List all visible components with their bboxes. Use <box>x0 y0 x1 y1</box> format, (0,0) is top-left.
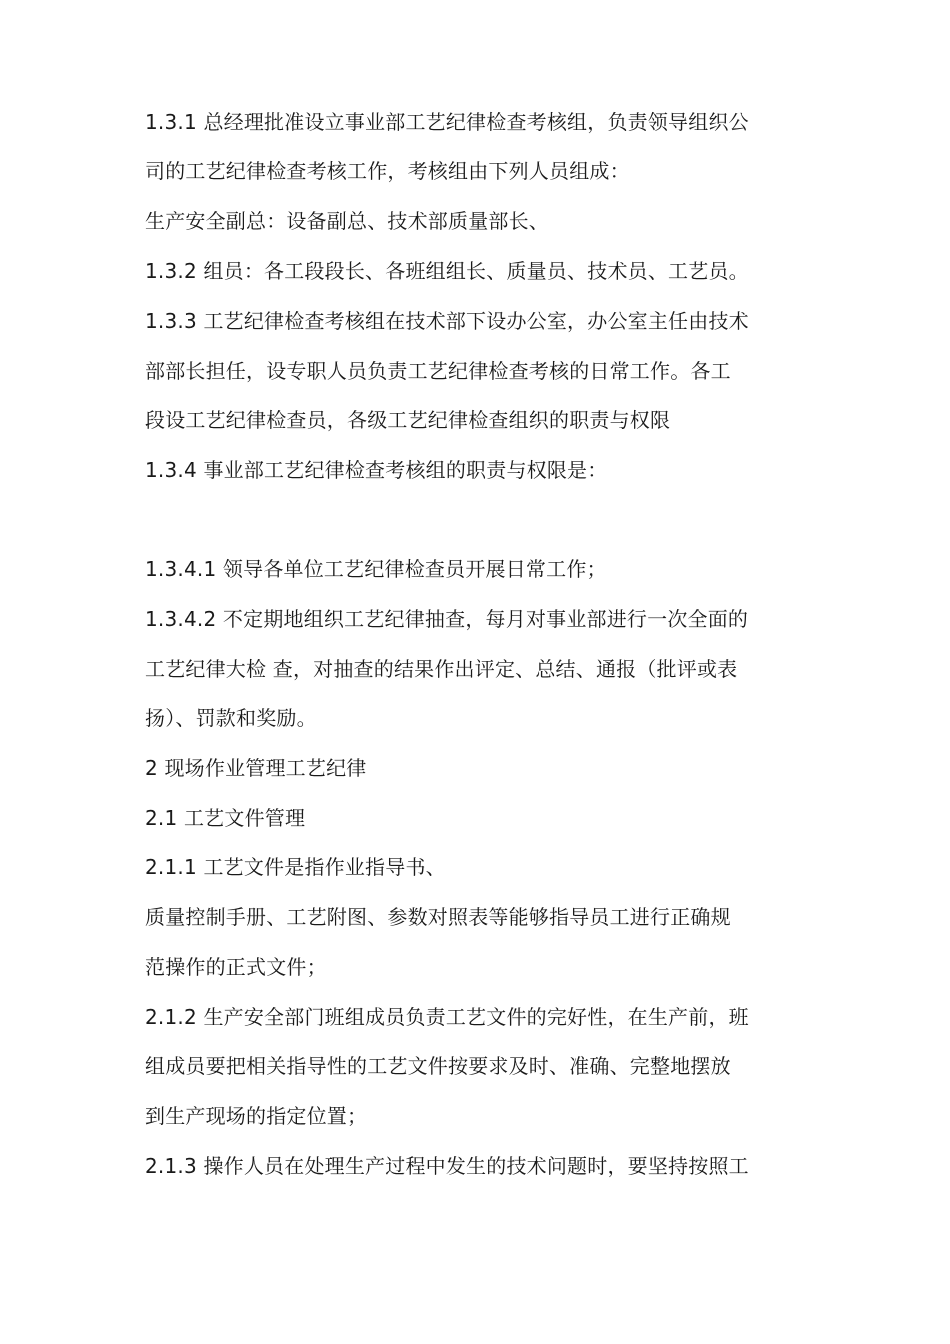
paragraph-line: 段设工艺纪律检查员，各级工艺纪律检查组织的职责与权限 <box>145 408 671 432</box>
paragraph-line: 部部长担任，设专职人员负责工艺纪律检查考核的日常工作。各工 <box>145 359 731 383</box>
paragraph-line: 2.1.2 生产安全部门班组成员负责工艺文件的完好性，在生产前，班 <box>145 1005 749 1029</box>
paragraph-line: 范操作的正式文件； <box>145 955 327 979</box>
section-heading: 2 现场作业管理工艺纪律 <box>145 756 367 780</box>
paragraph-line: 到生产现场的指定位置； <box>145 1104 368 1128</box>
paragraph-line: 司的工艺纪律检查考核工作，考核组由下列人员组成： <box>145 159 630 183</box>
subsection-heading: 2.1 工艺文件管理 <box>145 806 306 830</box>
paragraph-line: 1.3.4.2 不定期地组织工艺纪律抽查，每月对事业部进行一次全面的 <box>145 607 749 631</box>
paragraph-line: 1.3.3 工艺纪律检查考核组在技术部下设办公室，办公室主任由技术 <box>145 309 749 333</box>
paragraph-line: 1.3.2 组员：各工段段长、各班组组长、质量员、技术员、工艺员。 <box>145 259 749 283</box>
paragraph-line: 组成员要把相关指导性的工艺文件按要求及时、准确、完整地摆放 <box>145 1054 731 1078</box>
paragraph-line: 2.1.1 工艺文件是指作业指导书、 <box>145 855 446 879</box>
paragraph-line: 质量控制手册、工艺附图、参数对照表等能够指导员工进行正确规 <box>145 905 731 929</box>
paragraph-line: 生产安全副总：设备副总、技术部质量部长、 <box>145 209 549 233</box>
paragraph-line: 1.3.4.1 领导各单位工艺纪律检查员开展日常工作； <box>145 557 607 581</box>
paragraph-line: 扬）、罚款和奖励。 <box>145 706 317 730</box>
paragraph-line: 工艺纪律大检 查，对抽查的结果作出评定、总结、通报（批评或表 <box>145 657 738 681</box>
paragraph-line: 2.1.3 操作人员在处理生产过程中发生的技术问题时，要坚持按照工 <box>145 1154 749 1178</box>
paragraph-line: 1.3.1 总经理批准设立事业部工艺纪律检查考核组，负责领导组织公 <box>145 110 749 134</box>
paragraph-line: 1.3.4 事业部工艺纪律检查考核组的职责与权限是： <box>145 458 608 482</box>
